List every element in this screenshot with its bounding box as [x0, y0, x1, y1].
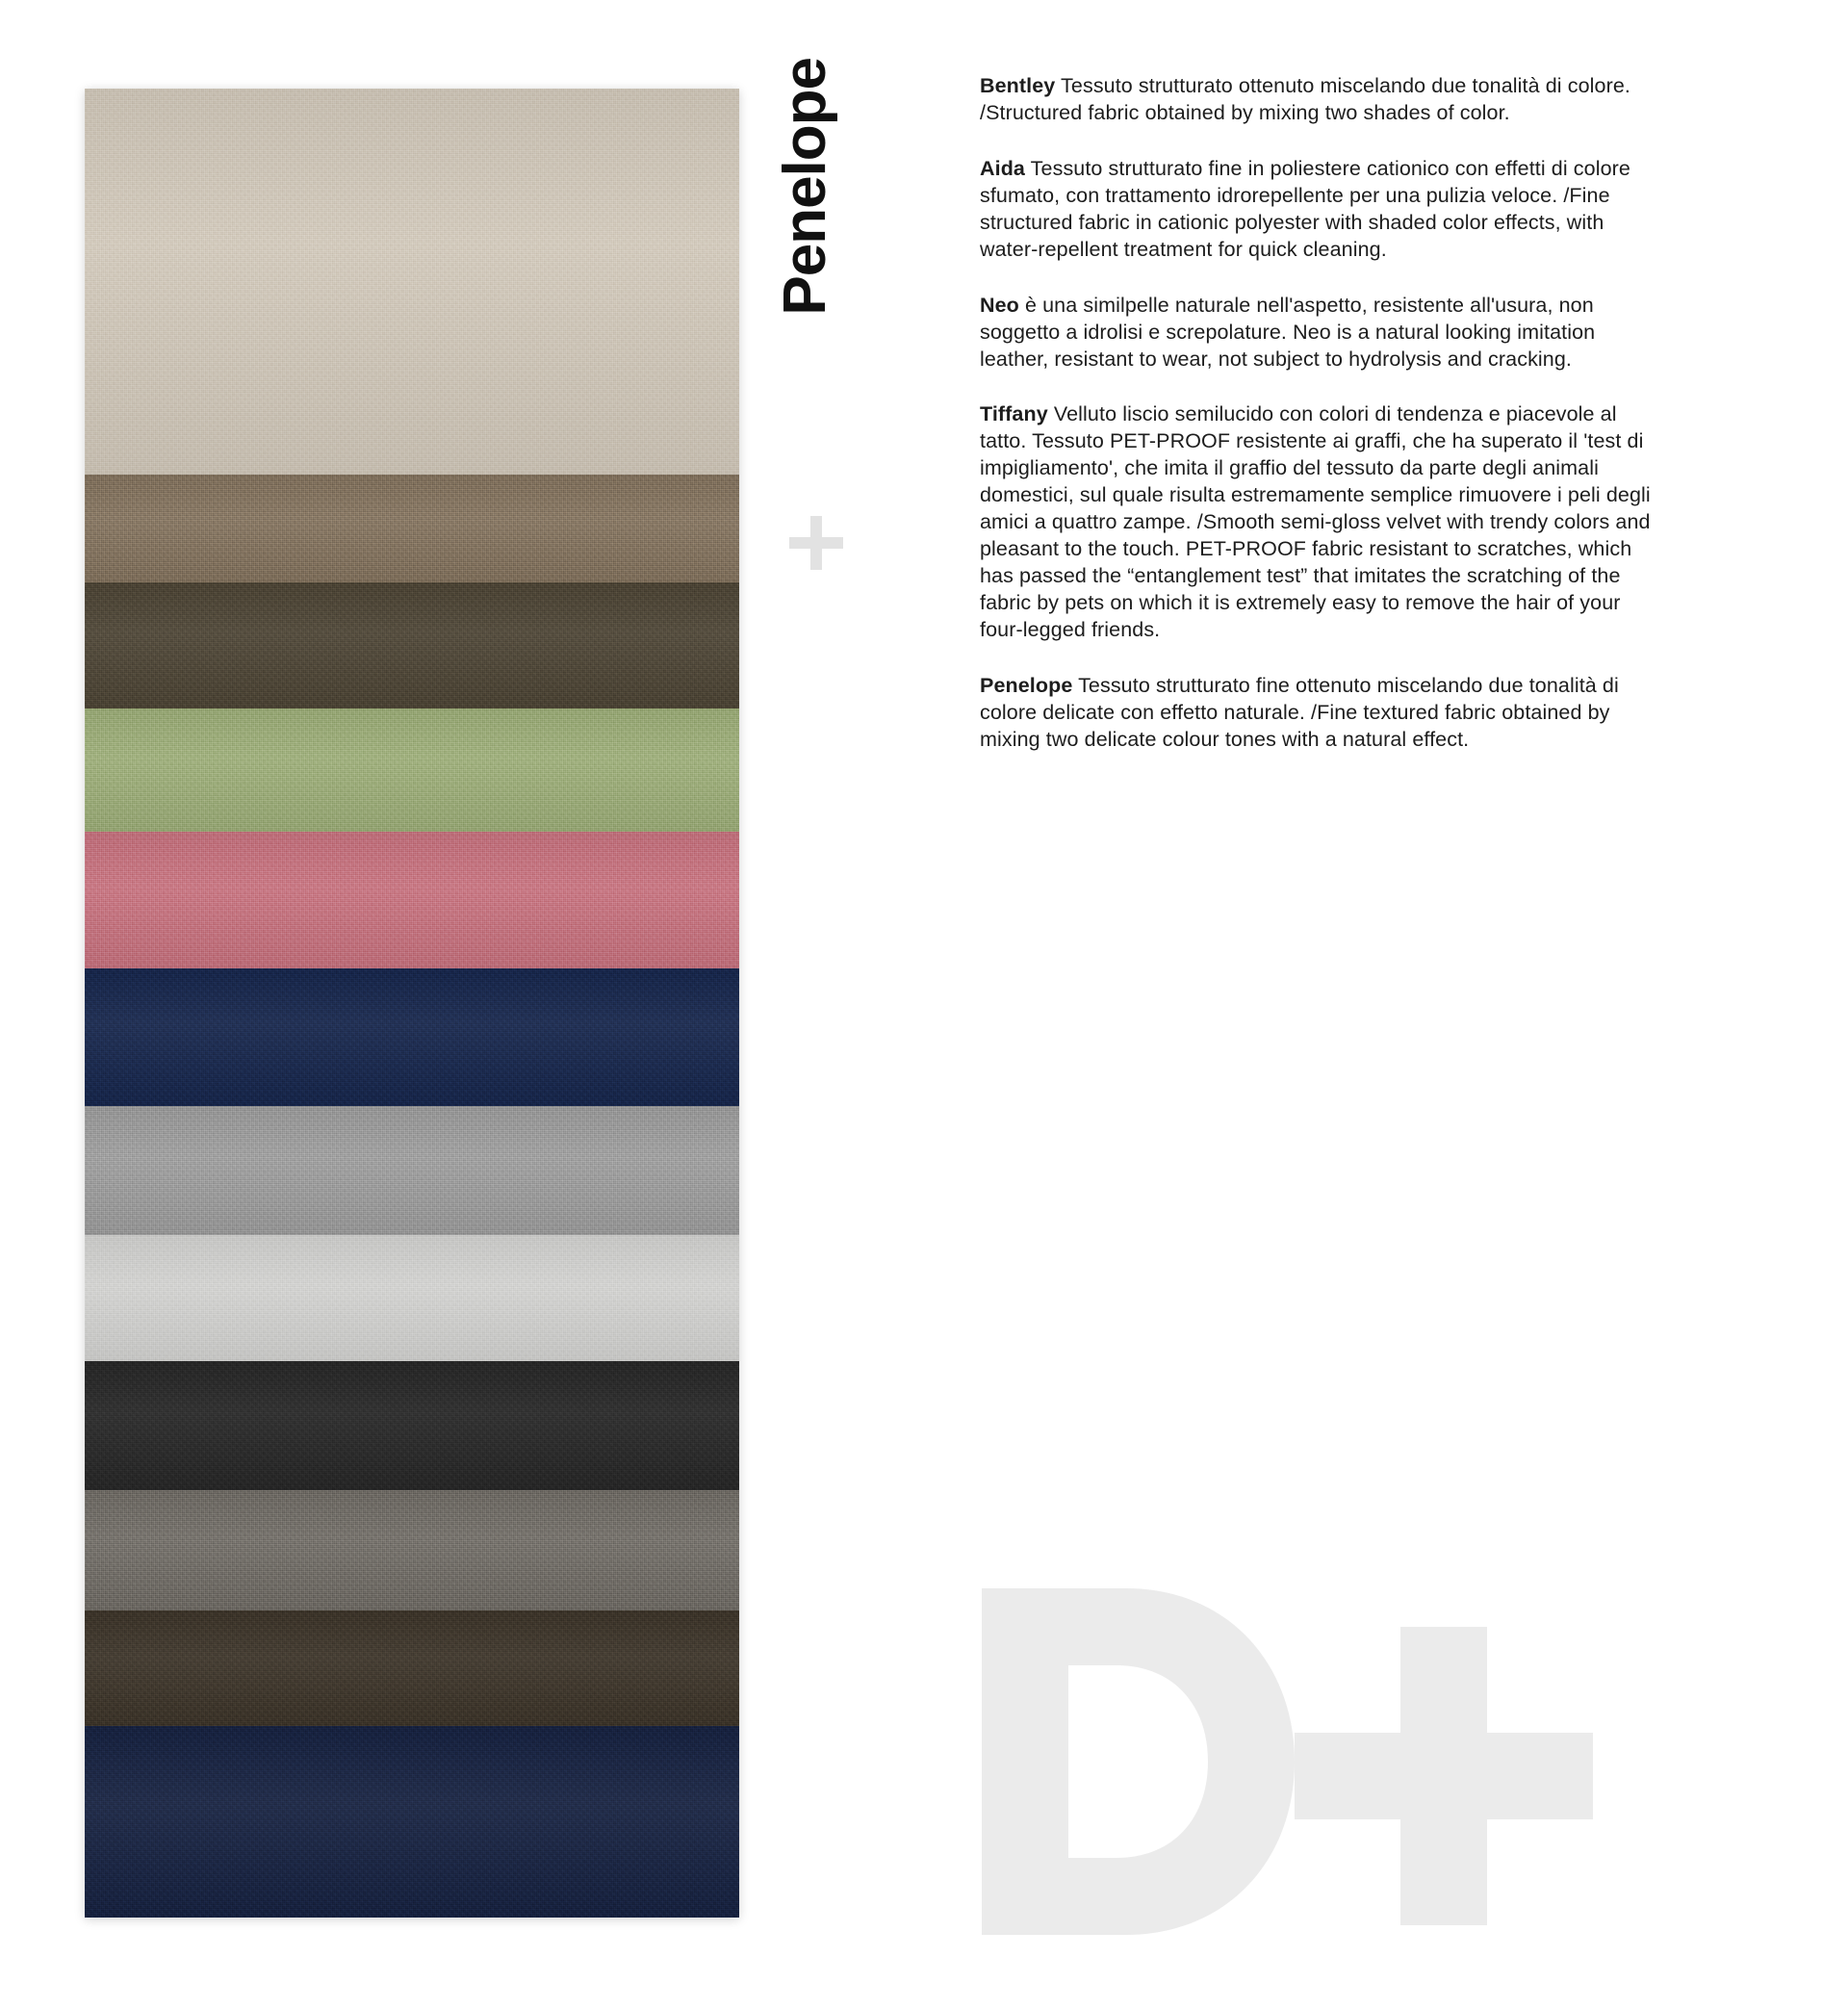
- fabric-shading-overlay: [85, 1106, 739, 1235]
- fabric-shading-overlay: [85, 832, 739, 969]
- fabric-description-column: [980, 73, 1654, 783]
- fabric-swatch-mid-grey: [85, 1106, 739, 1235]
- fabric-swatch-beige-linen: [85, 89, 739, 475]
- fabric-name-bentley: Bentley: [980, 74, 1056, 97]
- fabric-paragraph-neo: [980, 293, 1654, 373]
- vertical-title: [772, 58, 882, 558]
- fabric-body-penelope: Tessuto strutturato fine ottenuto miscelando due tonalità di colore delicate con effetto naturale. /Fine textured fabric obtained by mixing two delicate colour tones with a natural effect.: [980, 673, 1619, 751]
- fabric-shading-overlay: [85, 1726, 739, 1917]
- brand-watermark-logo: [962, 1569, 1656, 1954]
- fabric-shading-overlay: [85, 89, 739, 475]
- fabric-swatch-dusty-rose: [85, 832, 739, 969]
- fabric-swatch-warm-grey: [85, 1490, 739, 1610]
- fabric-name-aida: Aida: [980, 156, 1025, 180]
- fabric-swatch-dark-olive-brown: [85, 582, 739, 709]
- fabric-paragraph-penelope: [980, 673, 1654, 754]
- fabric-body-neo: è una similpelle naturale nell'aspetto, resistente all'usura, non soggetto a idrolisi e screpolature. Neo is a natural looking imitation leather, resistant to wear, not subject to hydrolysis and cracking.: [980, 293, 1596, 371]
- fabric-swatch-deep-navy: [85, 1726, 739, 1917]
- fabric-shading-overlay: [85, 1235, 739, 1362]
- fabric-swatch-dark-brown: [85, 1610, 739, 1726]
- fabric-swatch-light-grey: [85, 1235, 739, 1362]
- fabric-body-aida: Tessuto strutturato fine in poliestere cationico con effetti di colore sfumato, con trattamento idrorepellente per una pulizia veloce. /Fine structured fabric in cationic polyester with shaded color effects, with water-repellent treatment for quick cleaning.: [980, 156, 1630, 261]
- fabric-shading-overlay: [85, 708, 739, 831]
- fabric-name-penelope: Penelope: [980, 673, 1073, 697]
- fabric-shading-overlay: [85, 1610, 739, 1726]
- fabric-body-bentley: Tessuto strutturato ottenuto miscelando due tonalità di colore. /Structured fabric obtained by mixing two shades of color.: [980, 74, 1630, 124]
- fabric-shading-overlay: [85, 1361, 739, 1490]
- fabric-swatch-taupe-brown: [85, 475, 739, 582]
- fabric-swatch-navy-blue: [85, 968, 739, 1106]
- fabric-paragraph-tiffany: [980, 401, 1654, 643]
- fabric-paragraph-aida: [980, 156, 1654, 264]
- fabric-name-neo: Neo: [980, 293, 1019, 317]
- fabric-swatch-charcoal-black: [85, 1361, 739, 1490]
- fabric-name-tiffany: Tiffany: [980, 402, 1048, 426]
- page-title: Penelope: [772, 58, 838, 316]
- fabric-swatch-sage-green: [85, 708, 739, 831]
- fabric-shading-overlay: [85, 582, 739, 709]
- plus-icon: [782, 508, 851, 578]
- fabric-shading-overlay: [85, 968, 739, 1106]
- fabric-body-tiffany: Velluto liscio semilucido con colori di tendenza e piacevole al tatto. Tessuto PET-PROOF resistente ai graffi, che ha superato il 'test di impigliamento', che imita il graffio del tessuto da parte degli animali domestici, sul quale risulta estremamente semplice rimuovere i peli degli amici a quattro zampe. /Smooth semi-gloss velvet with trendy colors and pleasant to the touch. PET-PROOF fabric resistant to scratches, which has passed the “entanglement test” that imitates the scratching of the fabric by pets on which it is extremely easy to remove the hair of your four-legged friends.: [980, 402, 1651, 641]
- fabric-swatch-panel: [85, 89, 739, 1918]
- fabric-shading-overlay: [85, 475, 739, 582]
- fabric-paragraph-bentley: [980, 73, 1654, 127]
- fabric-shading-overlay: [85, 1490, 739, 1610]
